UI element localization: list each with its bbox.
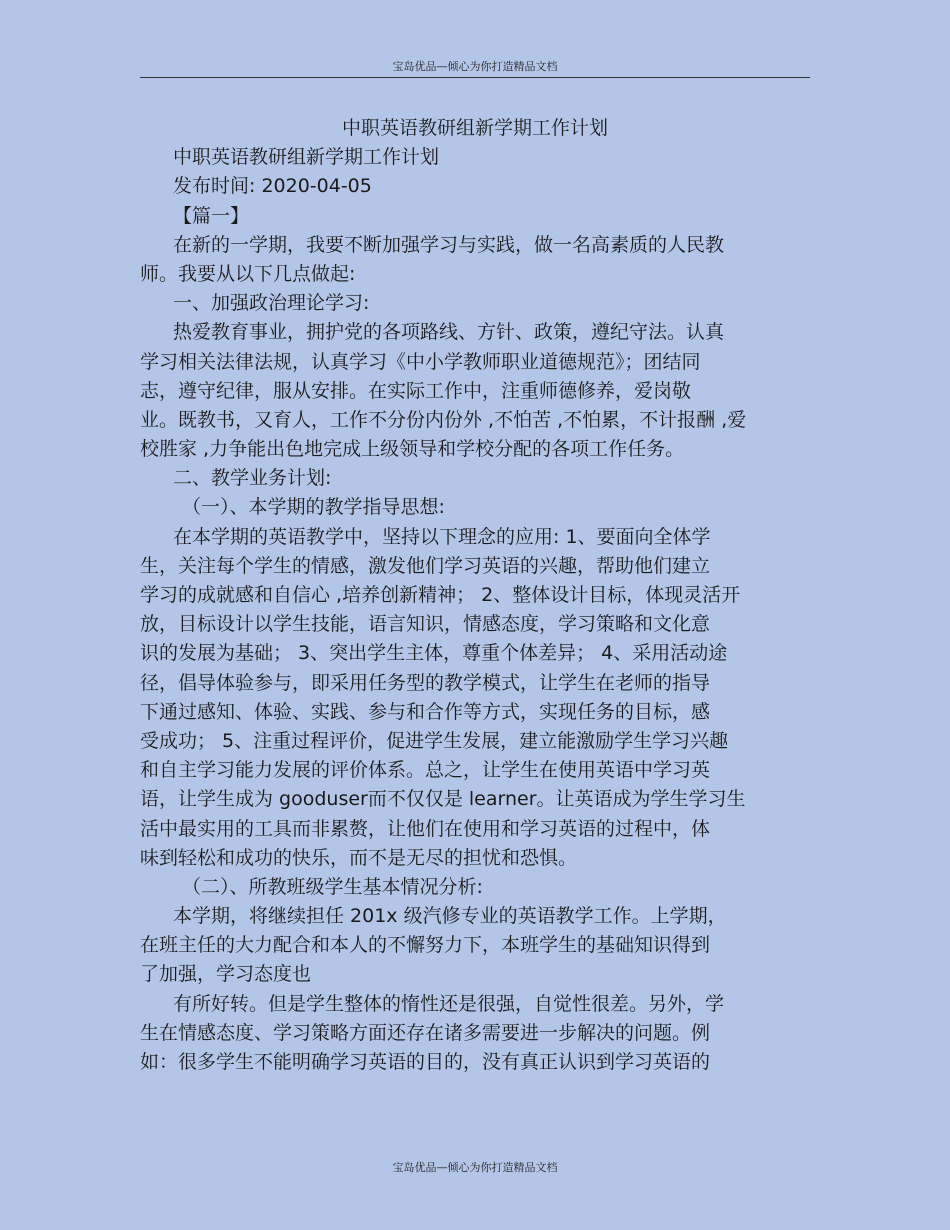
paragraph-line: 了加强，学习态度也	[140, 963, 312, 986]
paragraph-line: 生，关注每个学生的情感，激发他们学习英语的兴趣，帮助他们建立	[140, 554, 711, 577]
paragraph-line: 如：很多学生不能明确学习英语的目的，没有真正认识到学习英语的	[140, 1051, 711, 1073]
doc-subtitle: 中职英语教研组新学期工作计划	[173, 146, 440, 169]
paragraph-line: 在新的一学期，我要不断加强学习与实践，做一名高素质的人民教	[173, 233, 725, 256]
paragraph-line: 学习相关法律法规，认真学习《中小学教师职业道德规范》；团结同	[140, 350, 701, 373]
paragraph-line: 生在情感态度、学习策略方面还存在诸多需要进一步解决的问题。例	[140, 1021, 711, 1044]
paragraph-line: 放，目标设计以学生技能，语言知识，情感态度，学习策略和文化意	[140, 613, 711, 636]
paragraph-line: 学习的成就感和自信心 ,培养创新精神； 2、整体设计目标，体现灵活开	[140, 584, 741, 606]
paragraph-line: 和自主学习能力发展的评价体系。总之，让学生在使用英语中学习英	[140, 759, 711, 782]
paragraph-line: 热爱教育事业，拥护党的各项路线、方针、政策，遵纪守法。认真	[173, 321, 725, 344]
paragraph-line: 语，让学生成为 gooduser而不仅仅是 learner。让英语成为学生学习生	[140, 788, 746, 811]
paragraph-line: 志，遵守纪律，服从安排。在实际工作中，注重师德修养，爱岗敬	[140, 379, 692, 402]
header-divider	[140, 77, 810, 78]
section-label: 【篇一】	[173, 204, 250, 227]
paragraph-line: 下通过感知、体验、实践、参与和合作等方式，实现任务的目标，感	[140, 700, 711, 723]
paragraph-line: 师。我要从以下几点做起:	[140, 262, 356, 285]
subsection-heading: （一）、本学期的教学指导思想:	[182, 496, 445, 519]
paragraph-line: 识的发展为基础； 3、突出学生主体，尊重个体差异； 4、采用活动途	[140, 642, 728, 665]
publish-date: 发布时间: 2020-04-05	[173, 175, 372, 198]
paragraph-line: 有所好转。但是学生整体的惰性还是很强，自觉性很差。另外，学	[173, 992, 725, 1015]
document-body	[140, 114, 810, 1077]
subsection-heading: （二）、所教班级学生基本情况分析:	[182, 875, 483, 898]
paragraph-line: 在本学期的英语教学中，坚持以下理念的应用: 1、要面向全体学	[173, 525, 711, 548]
page-footer: 宝岛优品—倾心为你打造精品文档	[392, 1161, 558, 1174]
section-heading: 一、加强政治理论学习:	[173, 292, 370, 315]
paragraph-line: 径，倡导体验参与，即采用任务型的教学模式，让学生在老师的指导	[140, 671, 711, 694]
paragraph-line: 校胜家 ,力争能出色地完成上级领导和学校分配的各项工作任务。	[140, 438, 685, 461]
paragraph-line: 本学期，将继续担任 201x 级汽修专业的英语教学工作。上学期，	[173, 905, 727, 928]
section-heading: 二、教学业务计划:	[173, 467, 332, 490]
paragraph-line: 活中最实用的工具而非累赘，让他们在使用和学习英语的过程中，体	[140, 817, 711, 840]
paragraph-line: 味到轻松和成功的快乐，而不是无尽的担忧和恐惧。	[140, 846, 578, 869]
page-header: 宝岛优品—倾心为你打造精品文档	[392, 60, 558, 73]
doc-title: 中职英语教研组新学期工作计划	[341, 117, 608, 139]
paragraph-line: 在班主任的大力配合和本人的不懈努力下，本班学生的基础知识得到	[140, 934, 711, 957]
paragraph-line: 受成功； 5、注重过程评价，促进学生发展，建立能激励学生学习兴趣	[140, 729, 729, 752]
paragraph-line: 业。既教书，又育人，工作不分份内份外 ,不怕苦 ,不怕累，不计报酬 ,爱	[140, 408, 747, 431]
